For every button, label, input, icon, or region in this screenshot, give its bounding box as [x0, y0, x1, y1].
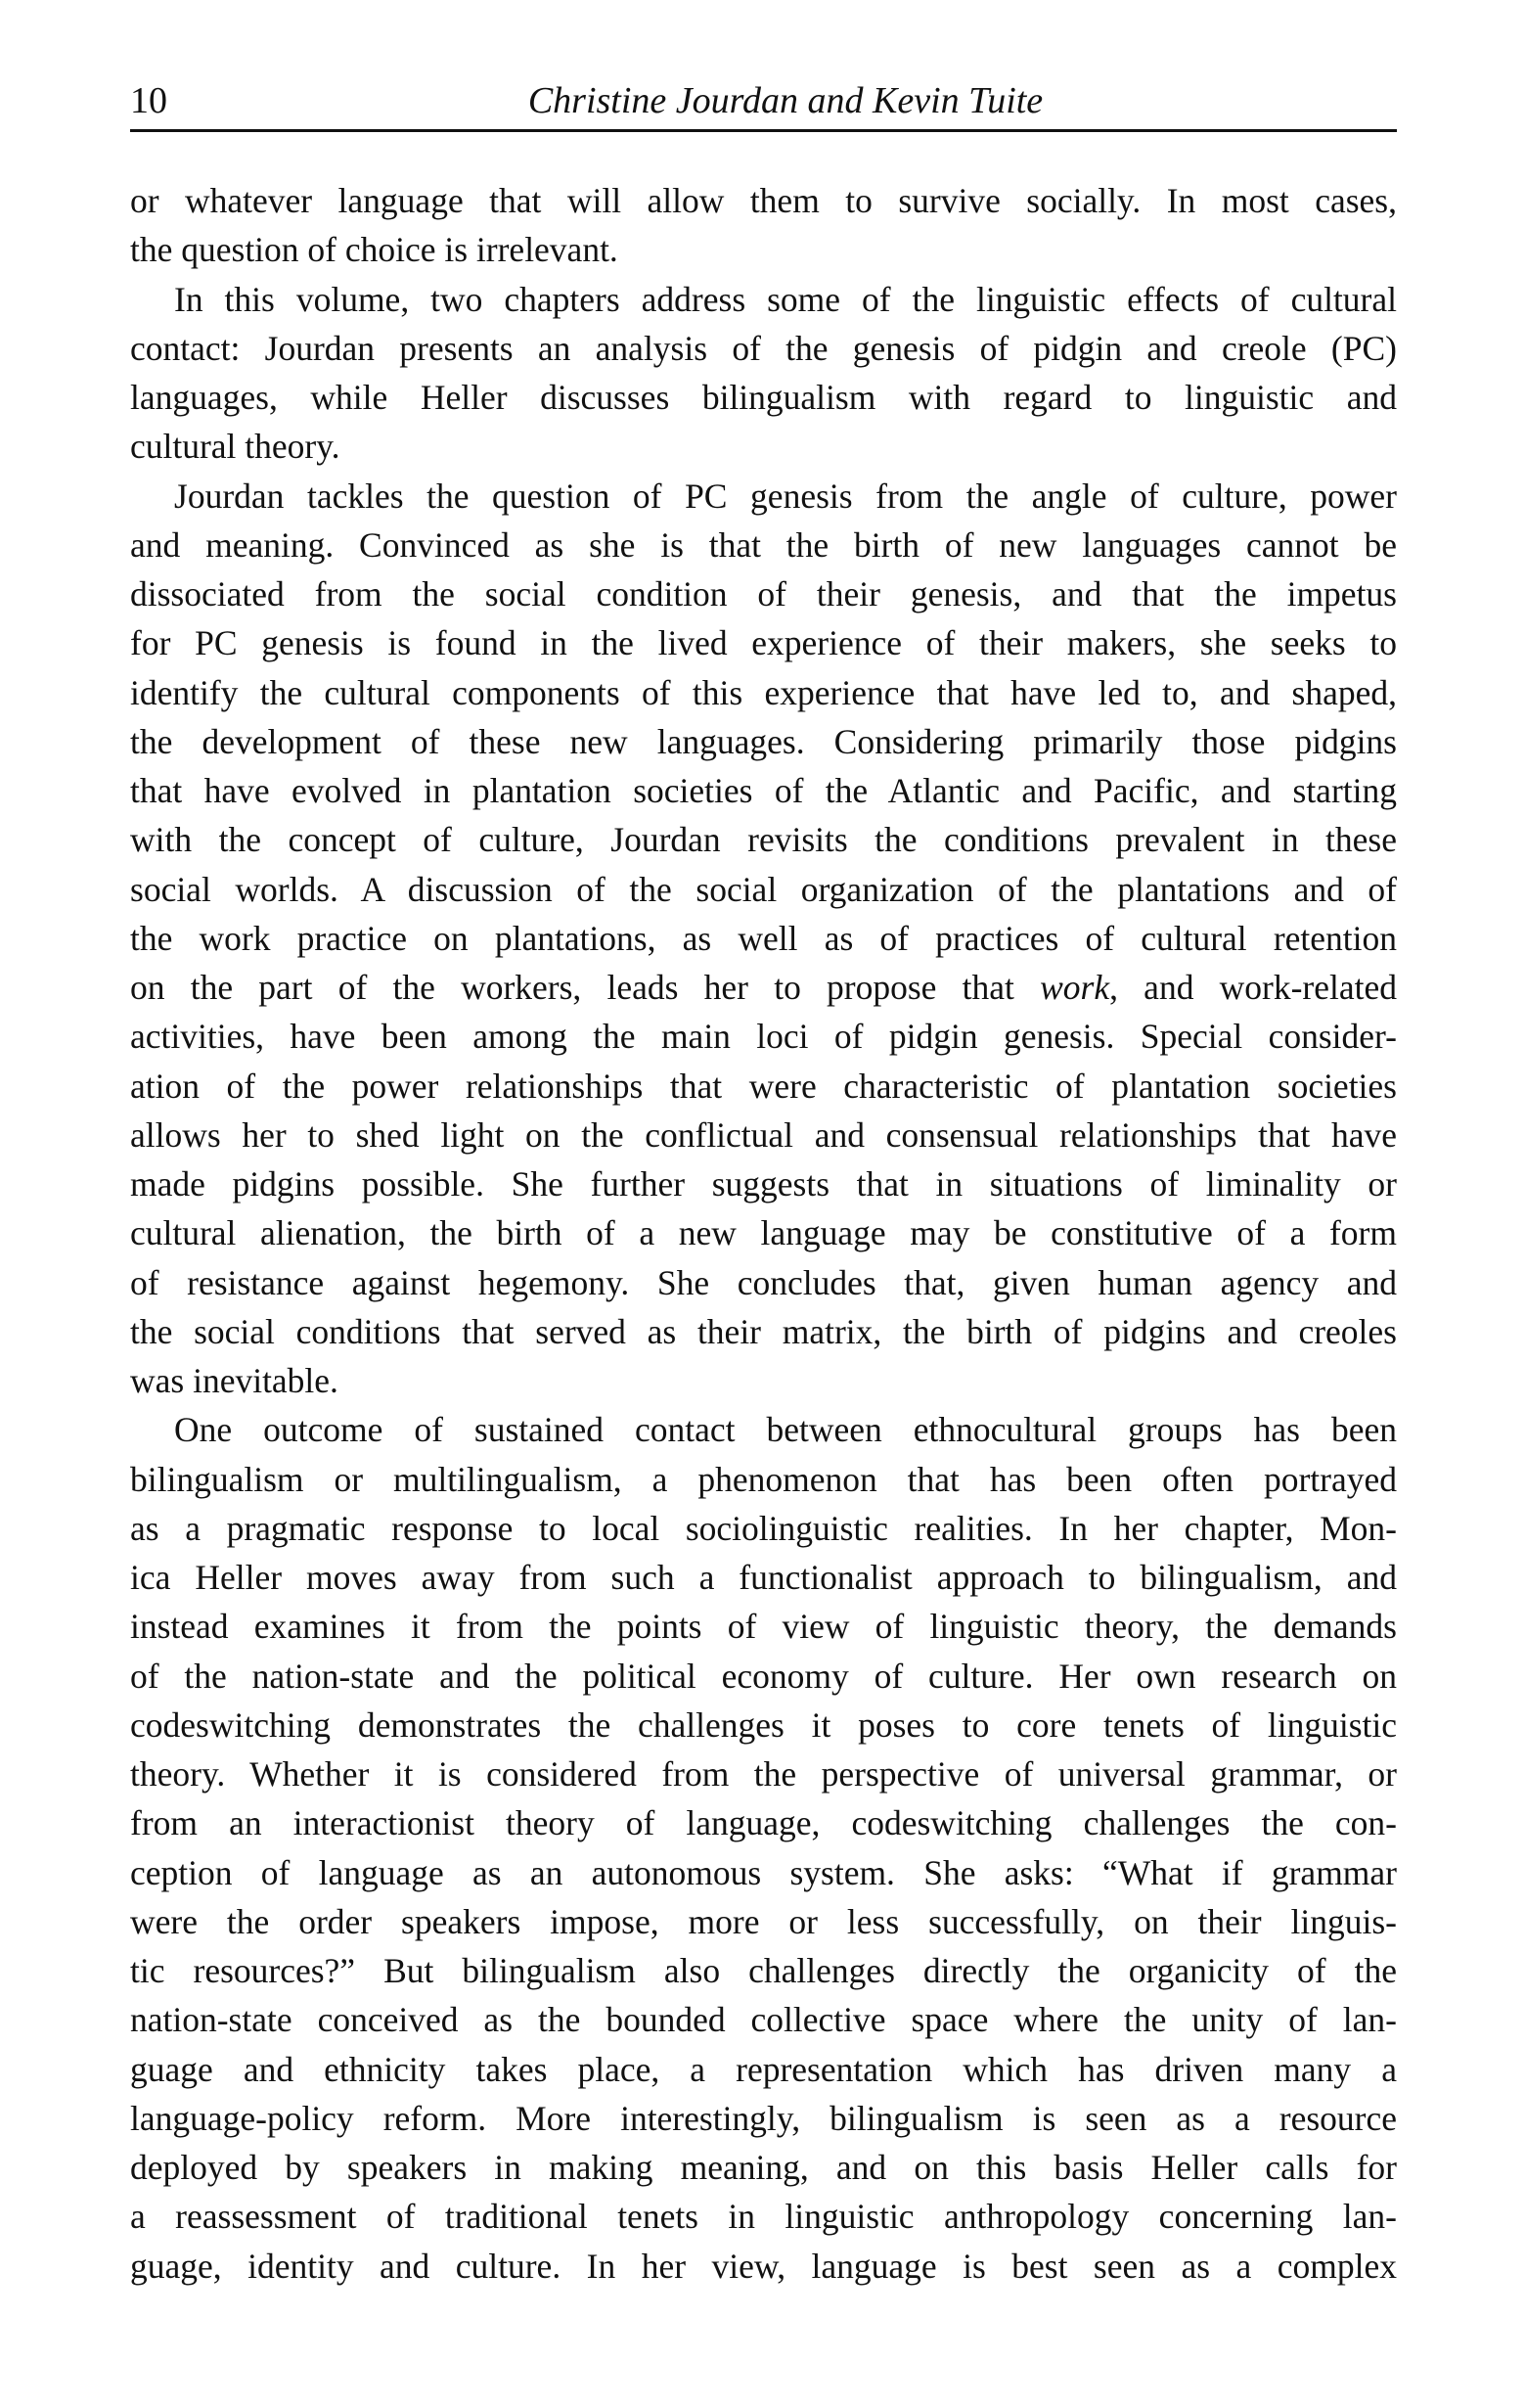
- text-line: identify the cultural components of this experience that have led to, and shaped,: [130, 672, 1397, 712]
- text-line: with the concept of culture, Jourdan revisits the conditions prevalent in these: [130, 820, 1397, 860]
- text-line: activities, have been among the main loci of pidgin genesis. Special consider-: [130, 1017, 1397, 1057]
- text-line: contact: Jourdan presents an analysis of the genesis of pidgin and creole (PC): [130, 328, 1397, 368]
- text-line: social worlds. A discussion of the social organization of the plantations and of: [130, 869, 1397, 909]
- text-line: were the order speakers impose, more or less successfully, on their linguis-: [130, 1901, 1397, 1941]
- text-line: that have evolved in plantation societies of the Atlantic and Pacific, and starting: [130, 771, 1397, 810]
- body-text: [130, 176, 1397, 2291]
- text-line: or whatever language that will allow them to survive socially. In most cases,: [130, 181, 1397, 220]
- text-line: was inevitable.: [130, 1361, 338, 1400]
- text-line: instead examines it from the points of view of linguistic theory, the demands: [130, 1607, 1397, 1647]
- running-title: Christine Jourdan and Kevin Tuite: [527, 80, 1044, 121]
- text-line: from an interactionist theory of language, codeswitching challenges the con-: [130, 1803, 1397, 1843]
- text-line: ation of the power relationships that were characteristic of plantation societies: [130, 1066, 1397, 1106]
- text-line: Jourdan tackles the question of PC genesis from the angle of culture, power: [174, 476, 1397, 516]
- text-line: deployed by speakers in making meaning, and on this basis Heller calls for: [130, 2148, 1397, 2187]
- text-line: language-policy reform. More interestingly, bilingualism is seen as a resource: [130, 2098, 1397, 2138]
- text-line: In this volume, two chapters address some of the linguistic effects of cultural: [174, 279, 1397, 319]
- page-number: 10: [130, 80, 167, 121]
- italic-term: work: [1040, 968, 1110, 1007]
- running-head: [130, 72, 1397, 132]
- text-line: of the nation-state and the political economy of culture. Her own research on: [130, 1656, 1397, 1696]
- text-line: and meaning. Convinced as she is that the birth of new languages cannot be: [130, 524, 1397, 565]
- text-line: theory. Whether it is considered from the perspective of universal grammar, or: [130, 1754, 1397, 1794]
- text-line: the work practice on plantations, as well as of practices of cultural retention: [130, 918, 1397, 958]
- text-line: dissociated from the social condition of their genesis, and that the impetus: [130, 574, 1397, 613]
- text-line: tic resources?” But bilingualism also challenges directly the organicity of the: [130, 1951, 1397, 1990]
- text-line: a reassessment of traditional tenets in linguistic anthropology concerning lan-: [130, 2197, 1397, 2237]
- text-line: of resistance against hegemony. She concludes that, given human agency and: [130, 1262, 1397, 1302]
- text-line: for PC genesis is found in the lived experience of their makers, she seeks to: [130, 623, 1397, 663]
- text-segment: , and work-related: [1109, 968, 1397, 1007]
- text-line: as a pragmatic response to local sociolinguistic realities. In her chapter, Mon-: [130, 1508, 1397, 1548]
- text-line: bilingualism or multilingualism, a phenomenon that has been often portrayed: [130, 1459, 1397, 1499]
- text-line: [130, 963, 1397, 1012]
- text-line: the question of choice is irrelevant.: [130, 230, 618, 270]
- text-line: ception of language as an autonomous system. She asks: “What if grammar: [130, 1852, 1397, 1892]
- text-line: the social conditions that served as their matrix, the birth of pidgins and creoles: [130, 1311, 1397, 1351]
- text-line: allows her to shed light on the conflictual and consensual relationships that have: [130, 1114, 1397, 1155]
- text-line: made pidgins possible. She further suggests that in situations of liminality or: [130, 1164, 1397, 1204]
- text-line: guage, identity and culture. In her view, language is best seen as a complex: [130, 2246, 1397, 2286]
- text-line: codeswitching demonstrates the challenges it poses to core tenets of linguistic: [130, 1704, 1397, 1745]
- text-line: One outcome of sustained contact between ethnocultural groups has been: [174, 1410, 1397, 1450]
- text-line: guage and ethnicity takes place, a representation which has driven many a: [130, 2049, 1397, 2089]
- text-line: cultural theory.: [130, 427, 340, 467]
- text-segment: on the part of the workers, leads her to propose that: [130, 968, 1041, 1007]
- text-line: the development of these new languages. Considering primarily those pidgins: [130, 721, 1397, 761]
- text-line: nation-state conceived as the bounded collective space where the unity of lan-: [130, 2000, 1397, 2040]
- text-line: cultural alienation, the birth of a new language may be constitutive of a form: [130, 1213, 1397, 1253]
- text-line: languages, while Heller discusses bilingualism with regard to linguistic and: [130, 378, 1397, 417]
- text-line: ica Heller moves away from such a functionalist approach to bilingualism, and: [130, 1558, 1397, 1597]
